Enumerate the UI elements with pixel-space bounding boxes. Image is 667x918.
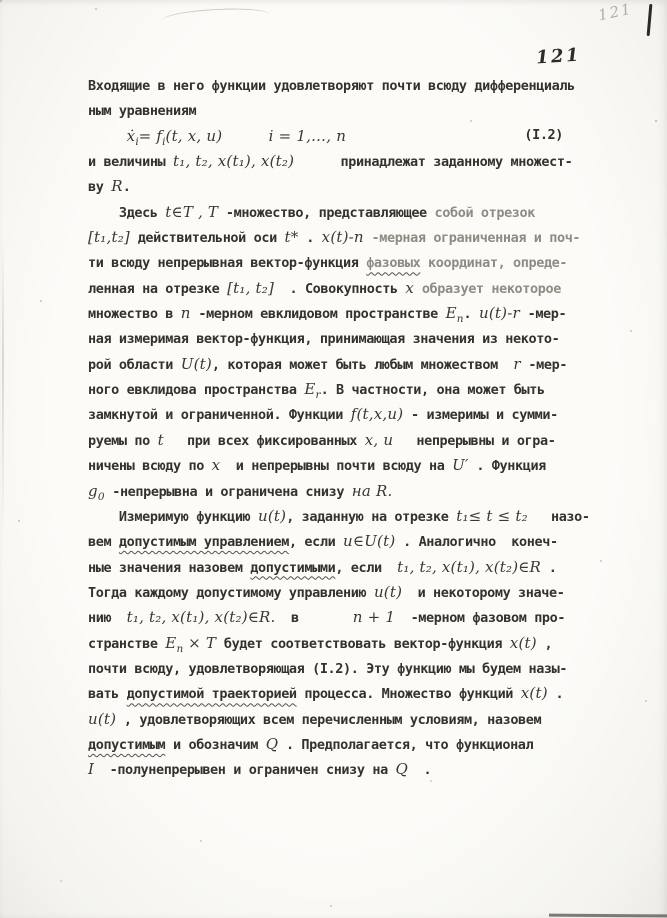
text-segment: координат, опреде-: [420, 255, 568, 272]
math-segment: Q: [265, 734, 279, 753]
scan-speckles-artifact: [0, 0, 2, 2]
ink-stroke-artifact: [647, 4, 653, 36]
text-segment: .: [541, 559, 557, 576]
text-segment: при всех фиксированных: [163, 432, 365, 449]
math-segment: U′: [452, 456, 469, 475]
text-segment: -мерная ограниченная и поч-: [363, 230, 581, 247]
formula-label: (I.2): [524, 126, 563, 143]
text-segment: ленная на отрезке: [88, 280, 228, 297]
text-segment: действительной оси: [129, 230, 285, 247]
math-segment: R: [111, 177, 123, 196]
text-line: [88, 300, 618, 325]
math-segment: t₁, t₂, x(t₁), x(t₂): [173, 152, 295, 171]
text-segment: .: [298, 230, 322, 247]
math-segment: x(t)-n: [321, 228, 364, 247]
text-segment: Входящие в него функции удовлетворяют почти всюду дифференциаль: [88, 78, 575, 94]
text-line: [88, 655, 618, 680]
text-segment: странстве: [88, 635, 166, 652]
math-segment: u∈U(t): [343, 532, 396, 551]
page-number: 121: [535, 44, 582, 69]
text-segment: и некоторому значе-: [402, 584, 565, 601]
math-segment: t₁, t₂, x(t₁), x(t₂)∈R: [397, 557, 542, 576]
text-line: [88, 731, 618, 756]
math-segment: i = 1,…, n: [268, 126, 347, 145]
text-segment: допустимым управлением: [118, 534, 289, 551]
text-segment: ным уравнениям: [88, 103, 197, 120]
math-segment: 0: [97, 490, 105, 503]
math-segment: [t₁, t₂]: [227, 278, 275, 297]
text-segment: образует некоторое: [421, 280, 561, 297]
text-segment: вем: [88, 534, 119, 551]
text-line: [88, 554, 618, 579]
text-segment: допустимым: [88, 736, 166, 753]
math-segment: t₁, t₂, x(t₁), x(t₂)∈R.: [126, 608, 276, 627]
math-segment: Q: [395, 760, 409, 779]
math-segment: u(t): [373, 582, 403, 601]
math-segment: u(t): [88, 709, 117, 728]
text-segment: , удовлетворяющих всем перечисленным условиям, назовем: [116, 711, 542, 728]
text-segment: [414, 281, 422, 297]
text-segment: ная измеримая вектор-функция, принимающая значения из некото-: [88, 331, 560, 348]
math-segment: t*: [284, 228, 299, 247]
math-segment: r: [315, 389, 321, 402]
text-segment: . В частности, она может быть: [320, 382, 545, 399]
text-segment: ву: [88, 179, 112, 196]
text-line: [88, 97, 618, 122]
text-segment: -мерном фазовом про-: [395, 610, 566, 627]
text-line: [88, 72, 618, 97]
text-line: [88, 148, 618, 173]
text-segment: . Предполагается, что функционал: [278, 736, 534, 753]
text-segment: .: [547, 686, 564, 703]
text-segment: [88, 129, 127, 145]
text-segment: . Функция: [468, 458, 546, 475]
fold-shadow-artifact: [2, 240, 4, 540]
text-line: [88, 123, 618, 148]
text-segment: -мерном евклидовом пространстве: [190, 306, 446, 323]
text-segment: Измеримую функцию: [88, 508, 259, 525]
text-segment: , если: [288, 534, 344, 551]
text-line: [88, 199, 618, 224]
math-segment: n: [180, 304, 191, 323]
text-segment: почти всюду, удовлетворяющая (I.2). Эту функцию мы будем назы-: [88, 660, 568, 677]
text-segment: , заданную на отрезке: [286, 508, 457, 525]
text-segment: -мер-: [520, 356, 568, 373]
text-line: [88, 275, 618, 300]
text-line: [88, 630, 618, 655]
text-segment: - измеримы и сумми-: [403, 407, 558, 424]
text-segment: руемы по: [88, 432, 158, 449]
text-segment: непрерывны и огра-: [393, 432, 556, 449]
text-segment: . Аналогично конеч-: [395, 534, 558, 551]
text-segment: ные значения назовем: [88, 559, 251, 576]
text-line: [88, 224, 618, 249]
text-segment: ного евклидова пространства: [88, 382, 305, 399]
math-segment: = f: [138, 126, 163, 145]
text-segment: .: [122, 179, 131, 196]
text-segment: допустимыми: [250, 559, 336, 576]
text-segment: в: [275, 610, 353, 627]
text-segment: ничены всюду по: [88, 458, 212, 475]
text-line: [88, 376, 618, 401]
math-segment: E: [165, 633, 177, 652]
text-segment: [222, 129, 268, 145]
math-segment: E: [445, 304, 457, 323]
math-segment: n: [176, 642, 184, 655]
text-segment: ,: [536, 635, 553, 652]
scan-edge-artifact: [549, 914, 667, 918]
text-segment: рой области: [88, 356, 181, 373]
math-segment: x(t): [520, 684, 548, 703]
text-line: [88, 503, 618, 528]
math-segment: U(t): [180, 354, 212, 373]
math-segment: ẋ: [126, 126, 136, 145]
text-segment: принадлежат заданному множест-: [294, 154, 573, 171]
text-segment: процесса. Множество функций: [296, 686, 521, 703]
text-line: [88, 478, 618, 503]
text-line: [88, 579, 618, 604]
page-text: [88, 72, 618, 782]
pencil-page-number: 121: [596, 0, 635, 25]
text-segment: множество в: [88, 306, 181, 323]
math-segment: t₁≤ t ≤ t₂: [456, 506, 528, 525]
text-segment: . Совокупность: [274, 280, 406, 297]
text-line: [88, 351, 618, 376]
text-segment: .: [408, 762, 432, 779]
text-segment: допустимой траекторией: [126, 686, 297, 703]
text-segment: , если: [335, 559, 398, 576]
text-segment: вать: [88, 686, 127, 703]
math-segment: u(t): [258, 506, 287, 525]
math-segment: [t₁,t₂]: [88, 228, 130, 247]
text-line: [88, 325, 618, 350]
text-line: [88, 401, 618, 426]
text-segment: собой отрезок: [434, 204, 535, 221]
text-segment: .: [463, 306, 480, 323]
math-segment: i: [135, 135, 139, 148]
text-segment: ти всюду непрерывная вектор-функция: [88, 255, 367, 272]
text-segment: и обозначим: [165, 736, 266, 753]
text-segment: замкнутой и ограниченной. Функции: [88, 407, 351, 424]
text-segment: , которая может быть любым множеством: [211, 356, 514, 373]
math-segment: x, u: [364, 430, 394, 449]
text-segment: Здесь: [88, 204, 166, 221]
text-segment: -непрерывна и ограничена снизу: [104, 483, 352, 500]
text-segment: -мер-: [519, 306, 567, 323]
pencil-mark-artifact: [162, 6, 271, 29]
math-segment: × T: [183, 633, 217, 652]
text-segment: нию: [88, 610, 127, 627]
math-segment: x(t): [509, 633, 537, 652]
text-line: [88, 604, 618, 629]
text-line: [88, 452, 618, 477]
math-segment: t: [157, 430, 164, 449]
text-segment: -множество, представляющее: [218, 204, 435, 221]
math-segment: I: [88, 760, 95, 779]
text-line: [88, 249, 618, 274]
text-line: [88, 427, 618, 452]
math-segment: x: [211, 456, 221, 475]
text-line: [88, 528, 618, 553]
text-line: [88, 680, 618, 705]
math-segment: (t, x, u): [165, 126, 223, 145]
math-segment: t∈T , T: [165, 202, 219, 221]
math-segment: i: [162, 135, 166, 148]
math-segment: g: [88, 481, 98, 500]
text-line: [88, 756, 618, 781]
text-segment: и непрерывны почти всюду на: [220, 458, 453, 475]
math-segment: E: [304, 380, 316, 399]
text-segment: Тогда каждому допустимому управлению: [88, 584, 374, 601]
math-segment: на R.: [351, 481, 393, 500]
text-line: [88, 173, 618, 198]
math-segment: f(t,x,u): [350, 405, 404, 424]
math-segment: r: [513, 354, 521, 373]
math-segment: u(t)-r: [479, 304, 520, 323]
text-segment: и величины: [88, 154, 174, 171]
text-segment: назо-: [527, 508, 590, 525]
text-segment: будет соответствовать вектор-функция: [216, 635, 510, 652]
math-segment: n + 1: [352, 608, 396, 627]
math-segment: n: [456, 313, 464, 326]
math-segment: x: [405, 278, 415, 297]
text-line: [88, 706, 618, 731]
text-segment: фазовых: [366, 255, 421, 272]
text-segment: -полунепрерывен и ограничен снизу на: [94, 762, 396, 779]
